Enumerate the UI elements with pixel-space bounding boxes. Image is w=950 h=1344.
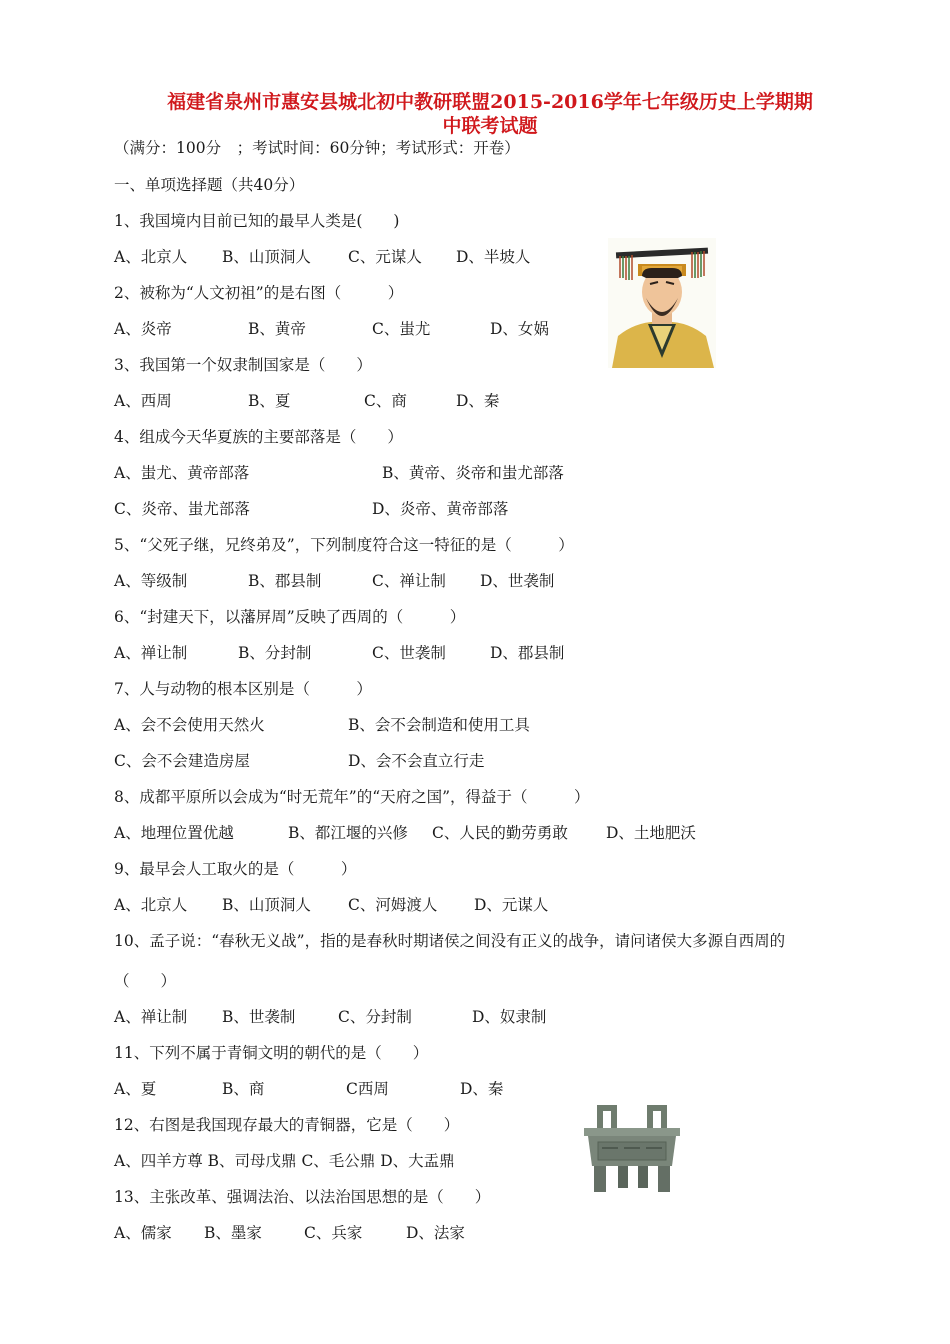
option-b: B、分封制 <box>238 644 312 662</box>
option-b: B、山顶洞人 <box>222 896 311 914</box>
page-title-line2: 中联考试题 <box>442 115 538 137</box>
option-b: B、世袭制 <box>222 1008 296 1026</box>
option-a: A、北京人 <box>114 248 188 266</box>
option-c: C、商 <box>364 392 407 410</box>
option-d: D、郡县制 <box>490 644 565 662</box>
option-d: D、奴隶制 <box>472 1008 547 1026</box>
option-d: D、世袭制 <box>480 572 555 590</box>
option-row: A、四羊方尊 B、司母戊鼎 C、毛公鼎 D、大盂鼎 <box>114 1152 455 1170</box>
option-c: C、元谋人 <box>348 248 422 266</box>
option-b: B、黄帝 <box>248 320 306 338</box>
question-13-stem: 13、主张改革、强调法治、以法治国思想的是（ ） <box>114 1188 491 1206</box>
option-a: A、儒家 <box>114 1224 172 1242</box>
option-c: C西周 <box>346 1080 389 1098</box>
question-8-stem: 8、成都平原所以会成为“时无荒年”的“天府之国”，得益于（ ） <box>114 788 590 806</box>
option-a: A、会不会使用天然火 <box>114 716 265 734</box>
option-b: B、山顶洞人 <box>222 248 311 266</box>
option-d: D、土地肥沃 <box>606 824 696 842</box>
option-c: C、分封制 <box>338 1008 412 1026</box>
option-d: D、女娲 <box>490 320 549 338</box>
option-d: D、会不会直立行走 <box>348 752 485 770</box>
option-c: C、河姆渡人 <box>348 896 438 914</box>
option-c: C、兵家 <box>304 1224 363 1242</box>
option-b: B、会不会制造和使用工具 <box>348 716 530 734</box>
question-10-stem: 10、孟子说：“春秋无义战”，指的是春秋时期诸侯之间没有正义的战争，请问诸侯大多源自西周的 <box>114 932 786 950</box>
question-5-stem: 5、“父死子继，兄终弟及”，下列制度符合这一特征的是（ ） <box>114 536 574 554</box>
question-7-stem: 7、人与动物的根本区别是（ ） <box>114 680 372 698</box>
option-a: A、等级制 <box>114 572 188 590</box>
option-a: A、夏 <box>114 1080 157 1098</box>
option-a: A、地理位置优越 <box>114 824 234 842</box>
option-d: D、法家 <box>406 1224 465 1242</box>
option-b: B、夏 <box>248 392 291 410</box>
option-d: D、半坡人 <box>456 248 531 266</box>
option-c: C、世袭制 <box>372 644 446 662</box>
option-b: B、都江堰的兴修 <box>288 824 408 842</box>
option-d: D、炎帝、黄帝部落 <box>372 500 509 518</box>
option-d: D、秦 <box>460 1080 504 1098</box>
question-1-stem: 1、我国境内目前已知的最早人类是( ) <box>114 212 400 230</box>
option-b: B、郡县制 <box>248 572 322 590</box>
question-9-stem: 9、最早会人工取火的是（ ） <box>114 860 357 878</box>
option-b: B、黄帝、炎帝和蚩尤部落 <box>382 464 564 482</box>
option-a: A、西周 <box>114 392 172 410</box>
option-c: C、蚩尤 <box>372 320 431 338</box>
option-a: A、炎帝 <box>114 320 172 338</box>
option-a: A、禅让制 <box>114 1008 188 1026</box>
page-title-line1: 福建省泉州市惠安县城北初中教研联盟2015-2016学年七年级历史上学期期 <box>167 91 813 113</box>
option-c: C、会不会建造房屋 <box>114 752 250 770</box>
exam-info: （满分：100分 ；考试时间：60分钟；考试形式：开卷） <box>114 139 520 157</box>
huangdi-portrait-icon <box>608 238 716 368</box>
section-heading: 一、单项选择题（共40分） <box>114 176 305 194</box>
option-c: C、禅让制 <box>372 572 446 590</box>
question-12-stem: 12、右图是我国现存最大的青铜器，它是（ ） <box>114 1116 460 1134</box>
option-c: C、人民的勤劳勇敢 <box>432 824 568 842</box>
option-a: A、蚩尤、黄帝部落 <box>114 464 250 482</box>
option-d: D、秦 <box>456 392 500 410</box>
option-a: A、北京人 <box>114 896 188 914</box>
simuwu-ding-icon <box>578 1100 686 1198</box>
option-b: B、商 <box>222 1080 265 1098</box>
option-c: C、炎帝、蚩尤部落 <box>114 500 250 518</box>
question-6-stem: 6、“封建天下，以藩屏周”反映了西周的（ ） <box>114 608 466 626</box>
option-d: D、元谋人 <box>474 896 549 914</box>
question-4-stem: 4、组成今天华夏族的主要部落是（ ） <box>114 428 403 446</box>
question-10-stem-cont: （ ） <box>114 972 177 990</box>
question-11-stem: 11、下列不属于青铜文明的朝代的是（ ） <box>114 1044 429 1062</box>
question-2-stem: 2、被称为“人文初祖”的是右图（ ） <box>114 284 404 302</box>
question-3-stem: 3、我国第一个奴隶制国家是（ ） <box>114 356 372 374</box>
option-a: A、禅让制 <box>114 644 188 662</box>
option-b: B、墨家 <box>204 1224 262 1242</box>
